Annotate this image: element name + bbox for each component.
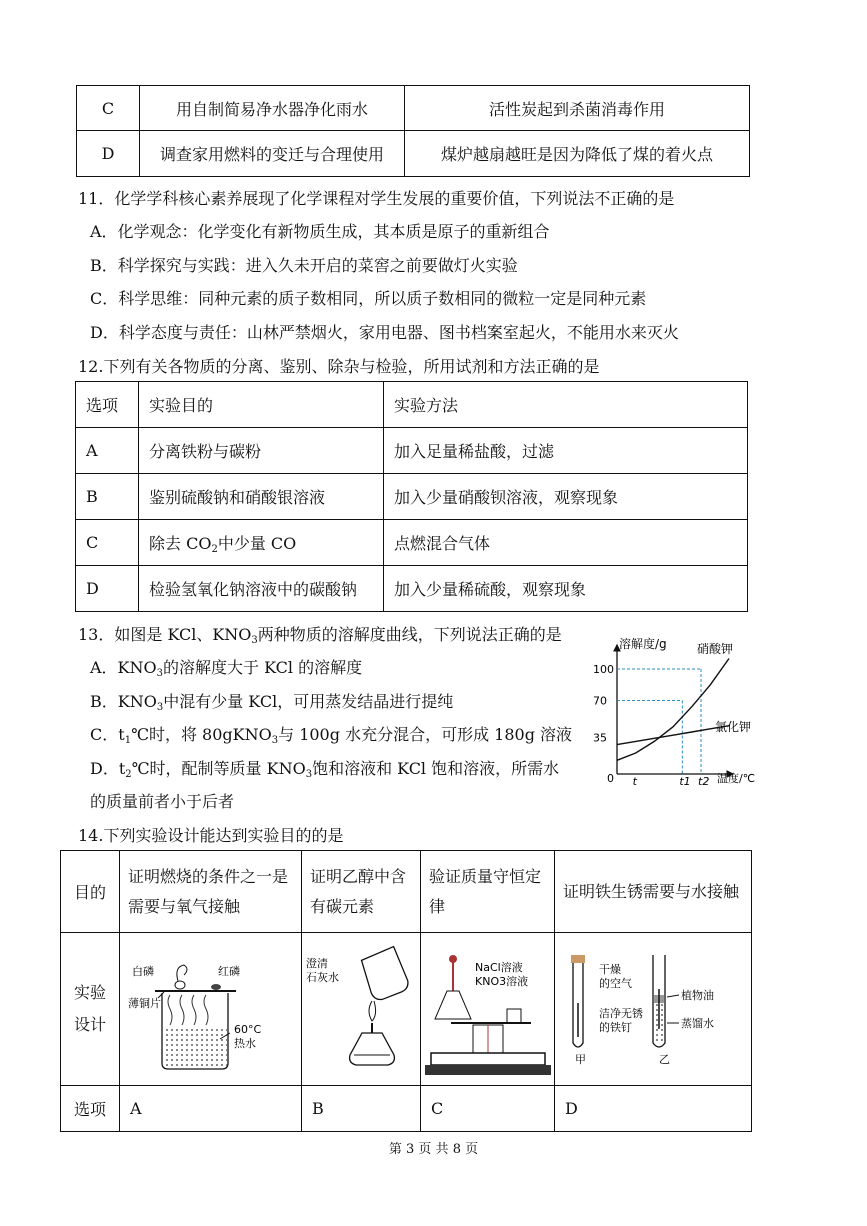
q14-option-c: C — [421, 1086, 555, 1132]
y-axis-label: 溶解度/g — [619, 637, 667, 651]
q12-row-a-purpose: 分离铁粉与碳粉 — [139, 428, 384, 474]
rusting-apparatus — [555, 933, 725, 1081]
q14-purpose-a: 证明燃烧的条件之一是需要与氧气接触 — [120, 851, 302, 933]
q13-stem-b: 两种物质的溶解度曲线，下列说法正确的是 — [257, 625, 562, 644]
q12-row-d-key: D — [76, 566, 139, 612]
q14-option-a: A — [120, 1086, 302, 1132]
q13-option-b-2: 中混有少量 KCl，可用蒸发结晶进行提纯 — [163, 692, 454, 711]
q11-option-b: B．科学探究与实践：进入久未开启的菜窖之前要做灯火实验 — [90, 256, 518, 275]
q13-option-c-sub1: 1 — [124, 735, 132, 746]
fig-d-oil: 植物油 — [681, 989, 714, 1002]
q12-stem: 12.下列有关各物质的分离、鉴别、除杂与检验，所用试剂和方法正确的是 — [78, 357, 600, 376]
y-tick-label-35: 35 — [593, 731, 607, 745]
q14-design-c — [421, 933, 555, 1086]
q13-option-d-sub2: 3 — [305, 769, 313, 780]
q14-option-b: B — [302, 1086, 421, 1132]
fig-a-copper-sheet: 薄铜片 — [128, 997, 161, 1010]
q13-option-b — [90, 689, 453, 713]
series-line-kno3 — [617, 659, 729, 761]
fig-d-air: 的空气 — [599, 977, 632, 990]
top-row-c-activity: 用自制简易净水器净化雨水 — [140, 86, 405, 131]
q13-option-b-1: B．KNO — [90, 692, 157, 711]
top-row-c-explanation: 活性炭起到杀菌消毒作用 — [405, 86, 750, 131]
q13-option-d-1: D．t — [90, 759, 126, 778]
q14-label-option: 选项 — [61, 1086, 120, 1132]
q12-row-c-method: 点燃混合气体 — [384, 520, 748, 566]
q14-label-design: 实验设计 — [61, 933, 120, 1086]
q12-table — [75, 381, 748, 612]
q12-row-a-method: 加入足量稀盐酸，过滤 — [384, 428, 748, 474]
fig-b-clear: 澄清 — [306, 957, 328, 970]
q12-header-option: 选项 — [76, 382, 139, 428]
fig-d-nail: 的铁钉 — [599, 1021, 632, 1034]
top-row-d-explanation: 煤炉越扇越旺是因为降低了煤的着火点 — [405, 131, 750, 177]
q13-option-c — [90, 722, 572, 746]
q12-row-b-purpose: 鉴别硫酸钠和硝酸银溶液 — [139, 474, 384, 520]
q13-option-d-line2: 的质量前者小于后者 — [90, 792, 235, 811]
page-footer: 第 3 页 共 8 页 — [388, 1142, 479, 1157]
combustion-apparatus — [120, 933, 301, 1081]
q13-stem — [78, 622, 562, 646]
q14-design-d — [555, 933, 752, 1086]
q11-option-d: D．科学态度与责任：山林严禁烟火，家用电器、图书档案室起火，不能用水来灭火 — [90, 323, 679, 342]
q13-stem-a: 13．如图是 KCl、KNO — [78, 625, 252, 644]
origin-label: 0 — [607, 772, 614, 785]
q12-row-b-method: 加入少量硝酸钡溶液，观察现象 — [384, 474, 748, 520]
q12-row-b-key: B — [76, 474, 139, 520]
x-tick-label-t2: t2 — [698, 775, 710, 785]
q14-option-d: D — [555, 1086, 752, 1132]
x-tick-label-t: t — [632, 775, 637, 785]
q13-option-a-2: 的溶解度大于 KCl 的溶解度 — [163, 658, 363, 677]
q14-purpose-b: 证明乙醇中含有碳元素 — [302, 851, 421, 933]
fig-d-dry: 干燥 — [599, 963, 621, 976]
q13-option-d-sub1: 2 — [125, 769, 132, 780]
top-row-d-activity: 调查家用燃料的变迁与合理使用 — [140, 131, 405, 177]
q12-row-d-method: 加入少量稀硫酸，观察现象 — [384, 566, 748, 612]
x-axis-label: 温度/℃ — [717, 772, 756, 785]
q13-option-c-2: ℃时，将 80gKNO — [131, 725, 272, 744]
fig-a-temp: 60°C — [234, 1023, 262, 1036]
x-tick-label-t1: t1 — [679, 775, 691, 785]
solubility-chart — [585, 635, 770, 785]
q12-row-c-key: C — [76, 520, 139, 566]
q13-stem-sub: 3 — [251, 635, 258, 646]
fig-a-white-phosphorus: 白磷 — [132, 965, 154, 978]
q13-option-d-2: ℃时，配制等质量 KNO — [131, 759, 306, 778]
y-tick-label-70: 70 — [593, 694, 607, 708]
q14-purpose-d: 证明铁生锈需要与水接触 — [555, 851, 752, 933]
q13-option-b-sub: 3 — [156, 702, 164, 713]
q14-design-b — [302, 933, 421, 1086]
q11-option-c: C．科学思维：同种元素的质子数相同，所以质子数相同的微粒一定是同种元素 — [90, 289, 647, 308]
q11-stem: 11．化学学科核心素养展现了化学课程对学生发展的重要价值，下列说法不正确的是 — [78, 189, 675, 208]
q12-row-c-purpose-sub: 2 — [211, 543, 218, 555]
fig-c-nacl: NaCl溶液 — [475, 961, 523, 974]
q12-row-d-purpose: 检验氢氧化钠溶液中的碳酸钠 — [139, 566, 384, 612]
series-label-kno3: 硝酸钾 — [697, 642, 734, 656]
top-row-c-key: C — [77, 86, 140, 131]
q11-option-a: A．化学观念：化学变化有新物质生成，其本质是原子的重新组合 — [90, 222, 550, 241]
q12-header-method: 实验方法 — [384, 382, 748, 428]
top-row-d-key: D — [77, 131, 140, 177]
q12-row-a-key: A — [76, 428, 139, 474]
q14-purpose-c: 验证质量守恒定律 — [421, 851, 555, 933]
q12-row-c-purpose-a: 除去 CO — [149, 533, 212, 553]
balance-apparatus — [421, 933, 554, 1081]
q14-stem: 14.下列实验设计能达到实验目的的是 — [78, 826, 344, 845]
fig-a-red-phosphorus: 红磷 — [218, 965, 240, 978]
q13-option-a-sub: 3 — [156, 668, 164, 679]
q13-option-c-sub2: 3 — [271, 735, 279, 746]
ethanol-burner-apparatus — [302, 933, 420, 1081]
top-table — [76, 85, 750, 177]
q14-table — [60, 850, 752, 1132]
q13-option-a-1: A．KNO — [90, 658, 157, 677]
fig-d-jia: 甲 — [575, 1053, 586, 1066]
q13-option-d — [90, 756, 559, 780]
q13-option-c-1: C．t — [90, 725, 125, 744]
fig-c-kno3: KNO3溶液 — [475, 975, 529, 988]
q14-design-a — [120, 933, 302, 1086]
q12-header-purpose: 实验目的 — [139, 382, 384, 428]
q13-option-a — [90, 655, 362, 679]
series-label-kcl: 氯化钾 — [715, 720, 752, 734]
series-line-kcl — [617, 726, 729, 745]
fig-d-water: 蒸馏水 — [681, 1017, 714, 1030]
q12-row-c-purpose — [139, 520, 384, 566]
q13-option-d-3: 饱和溶液和 KCl 饱和溶液，所需水 — [312, 759, 560, 778]
q13-option-c-3: 与 100g 水充分混合，可形成 180g 溶液 — [278, 725, 573, 744]
q14-label-purpose: 目的 — [61, 851, 120, 933]
q12-row-c-purpose-b: 中少量 CO — [217, 533, 297, 553]
y-tick-label-100: 100 — [593, 663, 614, 676]
fig-b-limewater: 石灰水 — [306, 971, 339, 984]
fig-d-clean: 洁净无锈 — [599, 1007, 643, 1020]
hot-water-fill — [163, 1028, 227, 1068]
fig-a-hot-water: 热水 — [234, 1037, 256, 1050]
fig-d-yi: 乙 — [659, 1053, 670, 1066]
